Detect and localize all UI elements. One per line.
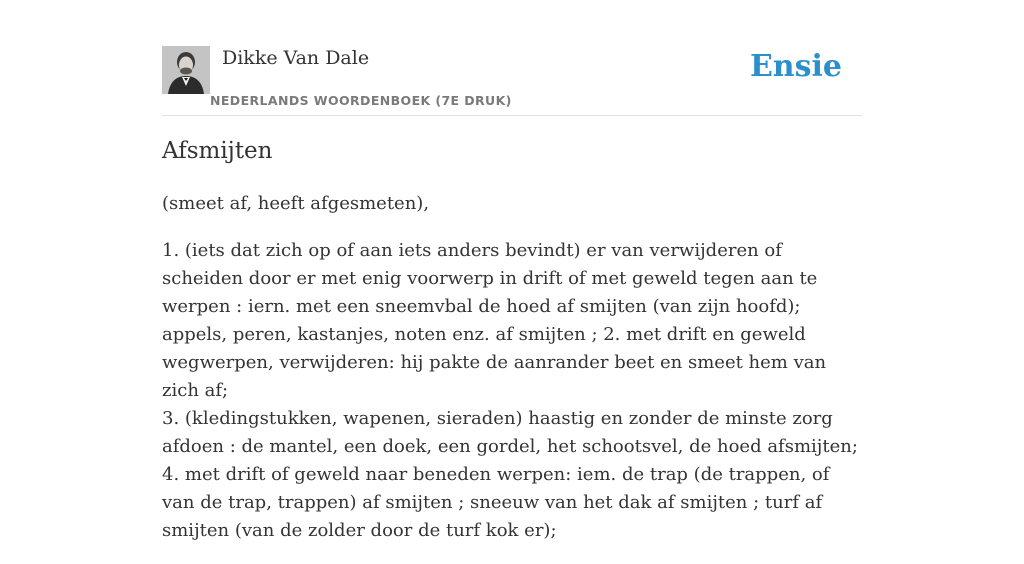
page-header <box>162 46 862 116</box>
author-avatar[interactable] <box>162 46 210 94</box>
portrait-image <box>162 46 210 94</box>
source-label[interactable]: NEDERLANDS WOORDENBOEK (7E DRUK) <box>210 93 512 108</box>
author-name[interactable]: Dikke Van Dale <box>222 47 370 69</box>
entry-title: Afsmijten <box>162 138 273 164</box>
ensie-logo[interactable]: Ensie <box>749 49 842 84</box>
definition-3: 3. (kledingstukken, wapenen, sieraden) haastig en zonder de minste zorg afdoen : de mantel, een doek, een gordel, het schootsvel, de hoed afsmijten; <box>162 408 858 457</box>
definition-1-2: 1. (iets dat zich op of aan iets anders bevindt) er van verwijderen of scheiden door er met enig voorwerp in drift of met geweld tegen aan te werpen : iern. met een sneemvbal de hoed af smijten (van zijn hoofd); appels, peren, kastanjes, noten enz. af smijten ; 2. met drift en geweld wegwerpen, verwijderen: hij pakte de aanrander beet en smeet hem van zich af; <box>162 240 827 401</box>
definition-4: 4. met drift of geweld naar beneden werpen: iem. de trap (de trappen, of van de trap, trappen) af smijten ; sneeuw van het dak af smijten ; turf af smijten (van de zolder door de turf kok er); <box>162 464 830 541</box>
entry-intro: (smeet af, heeft afgesmeten), <box>162 193 430 214</box>
entry-definitions <box>162 237 866 545</box>
entry-content <box>162 190 866 564</box>
